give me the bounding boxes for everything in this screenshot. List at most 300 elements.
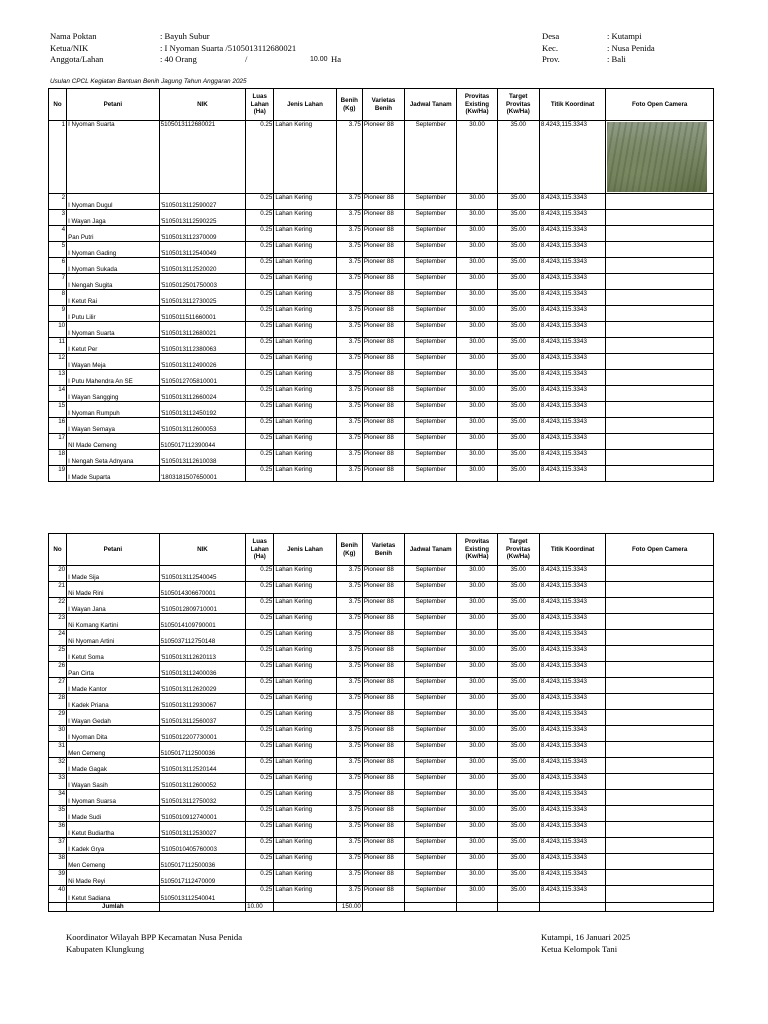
row-nik: '5105013112660024 xyxy=(159,386,246,402)
row-koordinat: 8.4243,115.3343 xyxy=(539,726,605,742)
row-target: 35.00 xyxy=(497,886,539,903)
footer-right-line1: Kutampi, 16 Januari 2025 xyxy=(541,932,631,942)
row-koordinat: 8.4243,115.3343 xyxy=(539,338,605,354)
row-varietas: Pioneer 88 xyxy=(362,758,404,774)
row-provitas: 30.00 xyxy=(457,466,497,482)
row-jenis: Lahan Kering xyxy=(274,386,336,402)
row-provitas: 30.00 xyxy=(457,598,497,614)
row-foto xyxy=(606,710,714,726)
row-jenis: Lahan Kering xyxy=(274,598,336,614)
row-no: 8 xyxy=(49,290,67,306)
row-jadwal: September xyxy=(405,806,457,822)
row-no: 7 xyxy=(49,274,67,290)
row-no: 10 xyxy=(49,322,67,338)
row-koordinat: 8.4243,115.3343 xyxy=(539,466,605,482)
row-no: 23 xyxy=(49,614,67,630)
row-no: 33 xyxy=(49,774,67,790)
row-no: 39 xyxy=(49,870,67,886)
total-benih: 150.00 xyxy=(336,902,362,911)
table-row xyxy=(49,790,714,806)
row-target: 35.00 xyxy=(497,646,539,662)
row-jenis: Lahan Kering xyxy=(274,290,336,306)
row-no: 1 xyxy=(49,121,67,194)
row-no: 36 xyxy=(49,822,67,838)
row-target: 35.00 xyxy=(497,742,539,758)
row-petani: I Nengah Sugita xyxy=(67,274,160,290)
row-nik: '5105013112560037 xyxy=(159,710,246,726)
footer-left-line1: Koordinator Wilayah BPP Kecamatan Nusa Penida xyxy=(66,932,243,942)
row-foto xyxy=(606,886,714,903)
total-cell-empty xyxy=(539,902,605,911)
row-benih: 3.75 xyxy=(336,646,362,662)
row-nik: 5105017112390044 xyxy=(159,434,246,450)
cpcl-table-page1 xyxy=(48,88,714,482)
lahan-unit: Ha xyxy=(331,54,342,64)
row-benih: 3.75 xyxy=(336,370,362,386)
row-koordinat: 8.4243,115.3343 xyxy=(539,774,605,790)
row-jenis: Lahan Kering xyxy=(274,418,336,434)
total-luas: 10.00 xyxy=(246,902,274,911)
row-petani: I Made Kantor xyxy=(67,678,160,694)
row-varietas: Pioneer 88 xyxy=(362,434,404,450)
total-cell-empty xyxy=(606,902,714,911)
row-jadwal: September xyxy=(405,854,457,870)
row-target: 35.00 xyxy=(497,822,539,838)
row-jadwal: September xyxy=(405,726,457,742)
total-cell-empty xyxy=(405,902,457,911)
row-jenis: Lahan Kering xyxy=(274,566,336,582)
row-foto xyxy=(606,226,714,242)
row-jadwal: September xyxy=(405,210,457,226)
col-no: No xyxy=(49,534,67,566)
table-row xyxy=(49,354,714,370)
row-luas: 0.25 xyxy=(246,434,274,450)
row-varietas: Pioneer 88 xyxy=(362,838,404,854)
row-luas: 0.25 xyxy=(246,822,274,838)
col-foto: Foto Open Camera xyxy=(606,89,714,121)
row-koordinat: 8.4243,115.3343 xyxy=(539,418,605,434)
row-no: 38 xyxy=(49,854,67,870)
row-varietas: Pioneer 88 xyxy=(362,402,404,418)
row-varietas: Pioneer 88 xyxy=(362,774,404,790)
row-nik: '5105010912740001 xyxy=(159,806,246,822)
kec-value: : Nusa Penida xyxy=(607,42,655,53)
row-target: 35.00 xyxy=(497,258,539,274)
row-koordinat: 8.4243,115.3343 xyxy=(539,710,605,726)
row-benih: 3.75 xyxy=(336,322,362,338)
table-row xyxy=(49,870,714,886)
row-nik: 5105017112500036 xyxy=(159,742,246,758)
row-koordinat: 8.4243,115.3343 xyxy=(539,194,605,210)
row-jenis: Lahan Kering xyxy=(274,822,336,838)
row-benih: 3.75 xyxy=(336,774,362,790)
row-no: 15 xyxy=(49,402,67,418)
row-provitas: 30.00 xyxy=(457,806,497,822)
row-varietas: Pioneer 88 xyxy=(362,646,404,662)
total-cell-empty xyxy=(362,902,404,911)
row-no: 25 xyxy=(49,646,67,662)
row-benih: 3.75 xyxy=(336,694,362,710)
row-varietas: Pioneer 88 xyxy=(362,226,404,242)
row-no: 17 xyxy=(49,434,67,450)
row-koordinat: 8.4243,115.3343 xyxy=(539,354,605,370)
row-benih: 3.75 xyxy=(336,354,362,370)
row-petani: I Ketut Soma xyxy=(67,646,160,662)
row-no: 20 xyxy=(49,566,67,582)
desa-value: : Kutampi xyxy=(607,31,642,41)
col-target: Target Provitas (Kw/Ha) xyxy=(497,534,539,566)
row-petani: I Wayan Gedah xyxy=(67,710,160,726)
row-varietas: Pioneer 88 xyxy=(362,386,404,402)
row-luas: 0.25 xyxy=(246,566,274,582)
row-varietas: Pioneer 88 xyxy=(362,194,404,210)
row-koordinat: 8.4243,115.3343 xyxy=(539,646,605,662)
row-target: 35.00 xyxy=(497,630,539,646)
row-varietas: Pioneer 88 xyxy=(362,582,404,598)
row-koordinat: 8.4243,115.3343 xyxy=(539,402,605,418)
table-row xyxy=(49,630,714,646)
row-varietas: Pioneer 88 xyxy=(362,258,404,274)
row-jenis: Lahan Kering xyxy=(274,274,336,290)
row-jadwal: September xyxy=(405,838,457,854)
lahan-value: 10.00 xyxy=(310,56,328,63)
row-jenis: Lahan Kering xyxy=(274,258,336,274)
row-varietas: Pioneer 88 xyxy=(362,121,404,194)
row-no: 18 xyxy=(49,450,67,466)
row-koordinat: 8.4243,115.3343 xyxy=(539,258,605,274)
row-petani: I Nyoman Dugul xyxy=(67,194,160,210)
row-foto xyxy=(606,726,714,742)
kec-label: Kec. xyxy=(542,42,558,53)
row-foto xyxy=(606,614,714,630)
table-row xyxy=(49,322,714,338)
row-target: 35.00 xyxy=(497,194,539,210)
row-provitas: 30.00 xyxy=(457,290,497,306)
row-benih: 3.75 xyxy=(336,121,362,194)
row-provitas: 30.00 xyxy=(457,194,497,210)
row-luas: 0.25 xyxy=(246,402,274,418)
table-row xyxy=(49,402,714,418)
table-row xyxy=(49,274,714,290)
row-luas: 0.25 xyxy=(246,678,274,694)
col-koordinat: Titik Koordinat xyxy=(539,534,605,566)
col-koordinat: Titik Koordinat xyxy=(539,89,605,121)
row-koordinat: 8.4243,115.3343 xyxy=(539,854,605,870)
row-luas: 0.25 xyxy=(246,354,274,370)
row-provitas: 30.00 xyxy=(457,210,497,226)
row-provitas: 30.00 xyxy=(457,870,497,886)
row-koordinat: 8.4243,115.3343 xyxy=(539,386,605,402)
row-jenis: Lahan Kering xyxy=(274,226,336,242)
row-target: 35.00 xyxy=(497,450,539,466)
row-foto xyxy=(606,434,714,450)
col-provitas: Provitas Existing (Kw/Ha) xyxy=(457,89,497,121)
row-jadwal: September xyxy=(405,121,457,194)
row-jenis: Lahan Kering xyxy=(274,338,336,354)
row-foto xyxy=(606,646,714,662)
row-target: 35.00 xyxy=(497,434,539,450)
row-no: 16 xyxy=(49,418,67,434)
row-luas: 0.25 xyxy=(246,290,274,306)
total-cell-empty xyxy=(49,902,67,911)
row-koordinat: 8.4243,115.3343 xyxy=(539,121,605,194)
row-jenis: Lahan Kering xyxy=(274,210,336,226)
row-jadwal: September xyxy=(405,870,457,886)
row-jenis: Lahan Kering xyxy=(274,694,336,710)
row-koordinat: 8.4243,115.3343 xyxy=(539,662,605,678)
row-jenis: Lahan Kering xyxy=(274,306,336,322)
col-varietas: Varietas Benih xyxy=(362,534,404,566)
col-foto: Foto Open Camera xyxy=(606,534,714,566)
row-jenis: Lahan Kering xyxy=(274,646,336,662)
row-nik: '5105012207730001 xyxy=(159,726,246,742)
row-jadwal: September xyxy=(405,758,457,774)
row-luas: 0.25 xyxy=(246,582,274,598)
row-provitas: 30.00 xyxy=(457,338,497,354)
row-luas: 0.25 xyxy=(246,121,274,194)
desa-label: Desa xyxy=(542,31,560,41)
row-no: 37 xyxy=(49,838,67,854)
row-nik: '5105010405760003 xyxy=(159,838,246,854)
row-jenis: Lahan Kering xyxy=(274,742,336,758)
row-provitas: 30.00 xyxy=(457,582,497,598)
row-jadwal: September xyxy=(405,630,457,646)
row-nik: '5105013112620029 xyxy=(159,678,246,694)
row-jenis: Lahan Kering xyxy=(274,194,336,210)
row-nik: '5105013112450192 xyxy=(159,402,246,418)
total-cell-empty xyxy=(274,902,336,911)
table-row xyxy=(49,678,714,694)
row-benih: 3.75 xyxy=(336,242,362,258)
row-jadwal: September xyxy=(405,614,457,630)
row-luas: 0.25 xyxy=(246,258,274,274)
total-row xyxy=(49,902,714,911)
table-row xyxy=(49,386,714,402)
row-foto xyxy=(606,566,714,582)
row-jadwal: September xyxy=(405,386,457,402)
row-nik: '5105012705810001 xyxy=(159,370,246,386)
row-varietas: Pioneer 88 xyxy=(362,726,404,742)
row-no: 13 xyxy=(49,370,67,386)
row-provitas: 30.00 xyxy=(457,242,497,258)
row-no: 24 xyxy=(49,630,67,646)
table-row xyxy=(49,434,714,450)
row-target: 35.00 xyxy=(497,806,539,822)
row-luas: 0.25 xyxy=(246,630,274,646)
row-no: 32 xyxy=(49,758,67,774)
row-petani: I Wayan Meja xyxy=(67,354,160,370)
row-luas: 0.25 xyxy=(246,774,274,790)
row-target: 35.00 xyxy=(497,838,539,854)
row-target: 35.00 xyxy=(497,418,539,434)
table-header-row xyxy=(49,89,714,121)
row-jenis: Lahan Kering xyxy=(274,838,336,854)
row-no: 40 xyxy=(49,886,67,903)
row-petani: Men Cemeng xyxy=(67,854,160,870)
row-varietas: Pioneer 88 xyxy=(362,854,404,870)
row-provitas: 30.00 xyxy=(457,386,497,402)
row-jenis: Lahan Kering xyxy=(274,806,336,822)
row-jenis: Lahan Kering xyxy=(274,434,336,450)
row-no: 12 xyxy=(49,354,67,370)
row-jenis: Lahan Kering xyxy=(274,886,336,903)
row-benih: 3.75 xyxy=(336,678,362,694)
row-foto xyxy=(606,466,714,482)
row-benih: 3.75 xyxy=(336,418,362,434)
row-nik: '5105013112400036 xyxy=(159,662,246,678)
row-foto xyxy=(606,870,714,886)
document-title: Usulan CPCL Kegiatan Bantuan Benih Jagung Tahun Anggaran 2025 xyxy=(50,78,247,85)
row-varietas: Pioneer 88 xyxy=(362,870,404,886)
table-row xyxy=(49,582,714,598)
row-jadwal: September xyxy=(405,678,457,694)
row-petani: I Wayan Jana xyxy=(67,598,160,614)
table-row xyxy=(49,121,714,194)
table-header-row xyxy=(49,534,714,566)
row-nik: '5105013112600052 xyxy=(159,774,246,790)
row-petani: NI Made Cemeng xyxy=(67,434,160,450)
row-koordinat: 8.4243,115.3343 xyxy=(539,870,605,886)
row-target: 35.00 xyxy=(497,306,539,322)
col-provitas: Provitas Existing (Kw/Ha) xyxy=(457,534,497,566)
row-no: 2 xyxy=(49,194,67,210)
row-provitas: 30.00 xyxy=(457,322,497,338)
table-row xyxy=(49,242,714,258)
row-luas: 0.25 xyxy=(246,742,274,758)
table-row xyxy=(49,338,714,354)
footer-right xyxy=(541,931,630,955)
row-nik: '5105012501750003 xyxy=(159,274,246,290)
row-no: 28 xyxy=(49,694,67,710)
row-no: 26 xyxy=(49,662,67,678)
row-no: 9 xyxy=(49,306,67,322)
row-benih: 3.75 xyxy=(336,662,362,678)
row-foto xyxy=(606,402,714,418)
row-koordinat: 8.4243,115.3343 xyxy=(539,694,605,710)
row-provitas: 30.00 xyxy=(457,258,497,274)
row-koordinat: 8.4243,115.3343 xyxy=(539,226,605,242)
row-provitas: 30.00 xyxy=(457,790,497,806)
row-no: 14 xyxy=(49,386,67,402)
nama-poktan-value: : Bayuh Subur xyxy=(160,31,210,41)
row-benih: 3.75 xyxy=(336,630,362,646)
row-benih: 3.75 xyxy=(336,290,362,306)
row-benih: 3.75 xyxy=(336,434,362,450)
row-koordinat: 8.4243,115.3343 xyxy=(539,838,605,854)
row-nik: '5105013112930067 xyxy=(159,694,246,710)
row-petani: I Ketut Per xyxy=(67,338,160,354)
row-foto xyxy=(606,354,714,370)
row-jadwal: September xyxy=(405,322,457,338)
row-provitas: 30.00 xyxy=(457,630,497,646)
row-varietas: Pioneer 88 xyxy=(362,694,404,710)
header-right xyxy=(542,31,742,66)
row-petani: Ni Nyoman Artini xyxy=(67,630,160,646)
row-target: 35.00 xyxy=(497,354,539,370)
row-benih: 3.75 xyxy=(336,742,362,758)
row-luas: 0.25 xyxy=(246,226,274,242)
table-row xyxy=(49,822,714,838)
row-jadwal: September xyxy=(405,710,457,726)
row-luas: 0.25 xyxy=(246,210,274,226)
row-varietas: Pioneer 88 xyxy=(362,790,404,806)
table-row xyxy=(49,290,714,306)
row-jadwal: September xyxy=(405,434,457,450)
row-jadwal: September xyxy=(405,466,457,482)
row-luas: 0.25 xyxy=(246,370,274,386)
col-luas: Luas Lahan (Ha) xyxy=(246,89,274,121)
row-jenis: Lahan Kering xyxy=(274,614,336,630)
row-luas: 0.25 xyxy=(246,614,274,630)
prov-value: : Bali xyxy=(607,54,626,64)
row-provitas: 30.00 xyxy=(457,774,497,790)
row-petani: I Putu Mahendra An SE xyxy=(67,370,160,386)
row-foto xyxy=(606,758,714,774)
row-luas: 0.25 xyxy=(246,886,274,903)
row-petani: I Wayan Semaya xyxy=(67,418,160,434)
row-petani: I Nyoman Suarsa xyxy=(67,790,160,806)
row-luas: 0.25 xyxy=(246,466,274,482)
row-jadwal: September xyxy=(405,742,457,758)
row-target: 35.00 xyxy=(497,598,539,614)
row-jenis: Lahan Kering xyxy=(274,710,336,726)
row-foto xyxy=(606,418,714,434)
row-target: 35.00 xyxy=(497,854,539,870)
row-koordinat: 8.4243,115.3343 xyxy=(539,370,605,386)
col-jenis: Jenis Lahan xyxy=(274,534,336,566)
anggota-separator: / xyxy=(245,54,248,64)
row-petani: I Wayan Sangging xyxy=(67,386,160,402)
row-target: 35.00 xyxy=(497,338,539,354)
row-foto xyxy=(606,338,714,354)
ketua-value: : I Nyoman Suarta /5105013112680021 xyxy=(160,42,297,53)
row-no: 4 xyxy=(49,226,67,242)
row-foto xyxy=(606,210,714,226)
footer-left xyxy=(66,931,242,955)
row-petani: I Nyoman Dita xyxy=(67,726,160,742)
table-row xyxy=(49,614,714,630)
row-provitas: 30.00 xyxy=(457,886,497,903)
row-luas: 0.25 xyxy=(246,662,274,678)
row-varietas: Pioneer 88 xyxy=(362,662,404,678)
table-row xyxy=(49,210,714,226)
row-target: 35.00 xyxy=(497,678,539,694)
row-koordinat: 8.4243,115.3343 xyxy=(539,450,605,466)
row-jadwal: September xyxy=(405,242,457,258)
table-row xyxy=(49,418,714,434)
row-foto xyxy=(606,306,714,322)
row-no: 21 xyxy=(49,582,67,598)
row-benih: 3.75 xyxy=(336,582,362,598)
row-target: 35.00 xyxy=(497,242,539,258)
row-target: 35.00 xyxy=(497,226,539,242)
col-nik: NIK xyxy=(159,89,246,121)
row-jenis: Lahan Kering xyxy=(274,354,336,370)
row-koordinat: 8.4243,115.3343 xyxy=(539,566,605,582)
table-row xyxy=(49,838,714,854)
row-varietas: Pioneer 88 xyxy=(362,354,404,370)
header-left xyxy=(50,31,380,66)
row-nik: '5105013112620113 xyxy=(159,646,246,662)
row-luas: 0.25 xyxy=(246,598,274,614)
row-luas: 0.25 xyxy=(246,806,274,822)
row-provitas: 30.00 xyxy=(457,434,497,450)
table-row xyxy=(49,226,714,242)
row-varietas: Pioneer 88 xyxy=(362,886,404,903)
row-nik: '5105013112520144 xyxy=(159,758,246,774)
row-petani: I Ketut Rai xyxy=(67,290,160,306)
row-target: 35.00 xyxy=(497,402,539,418)
